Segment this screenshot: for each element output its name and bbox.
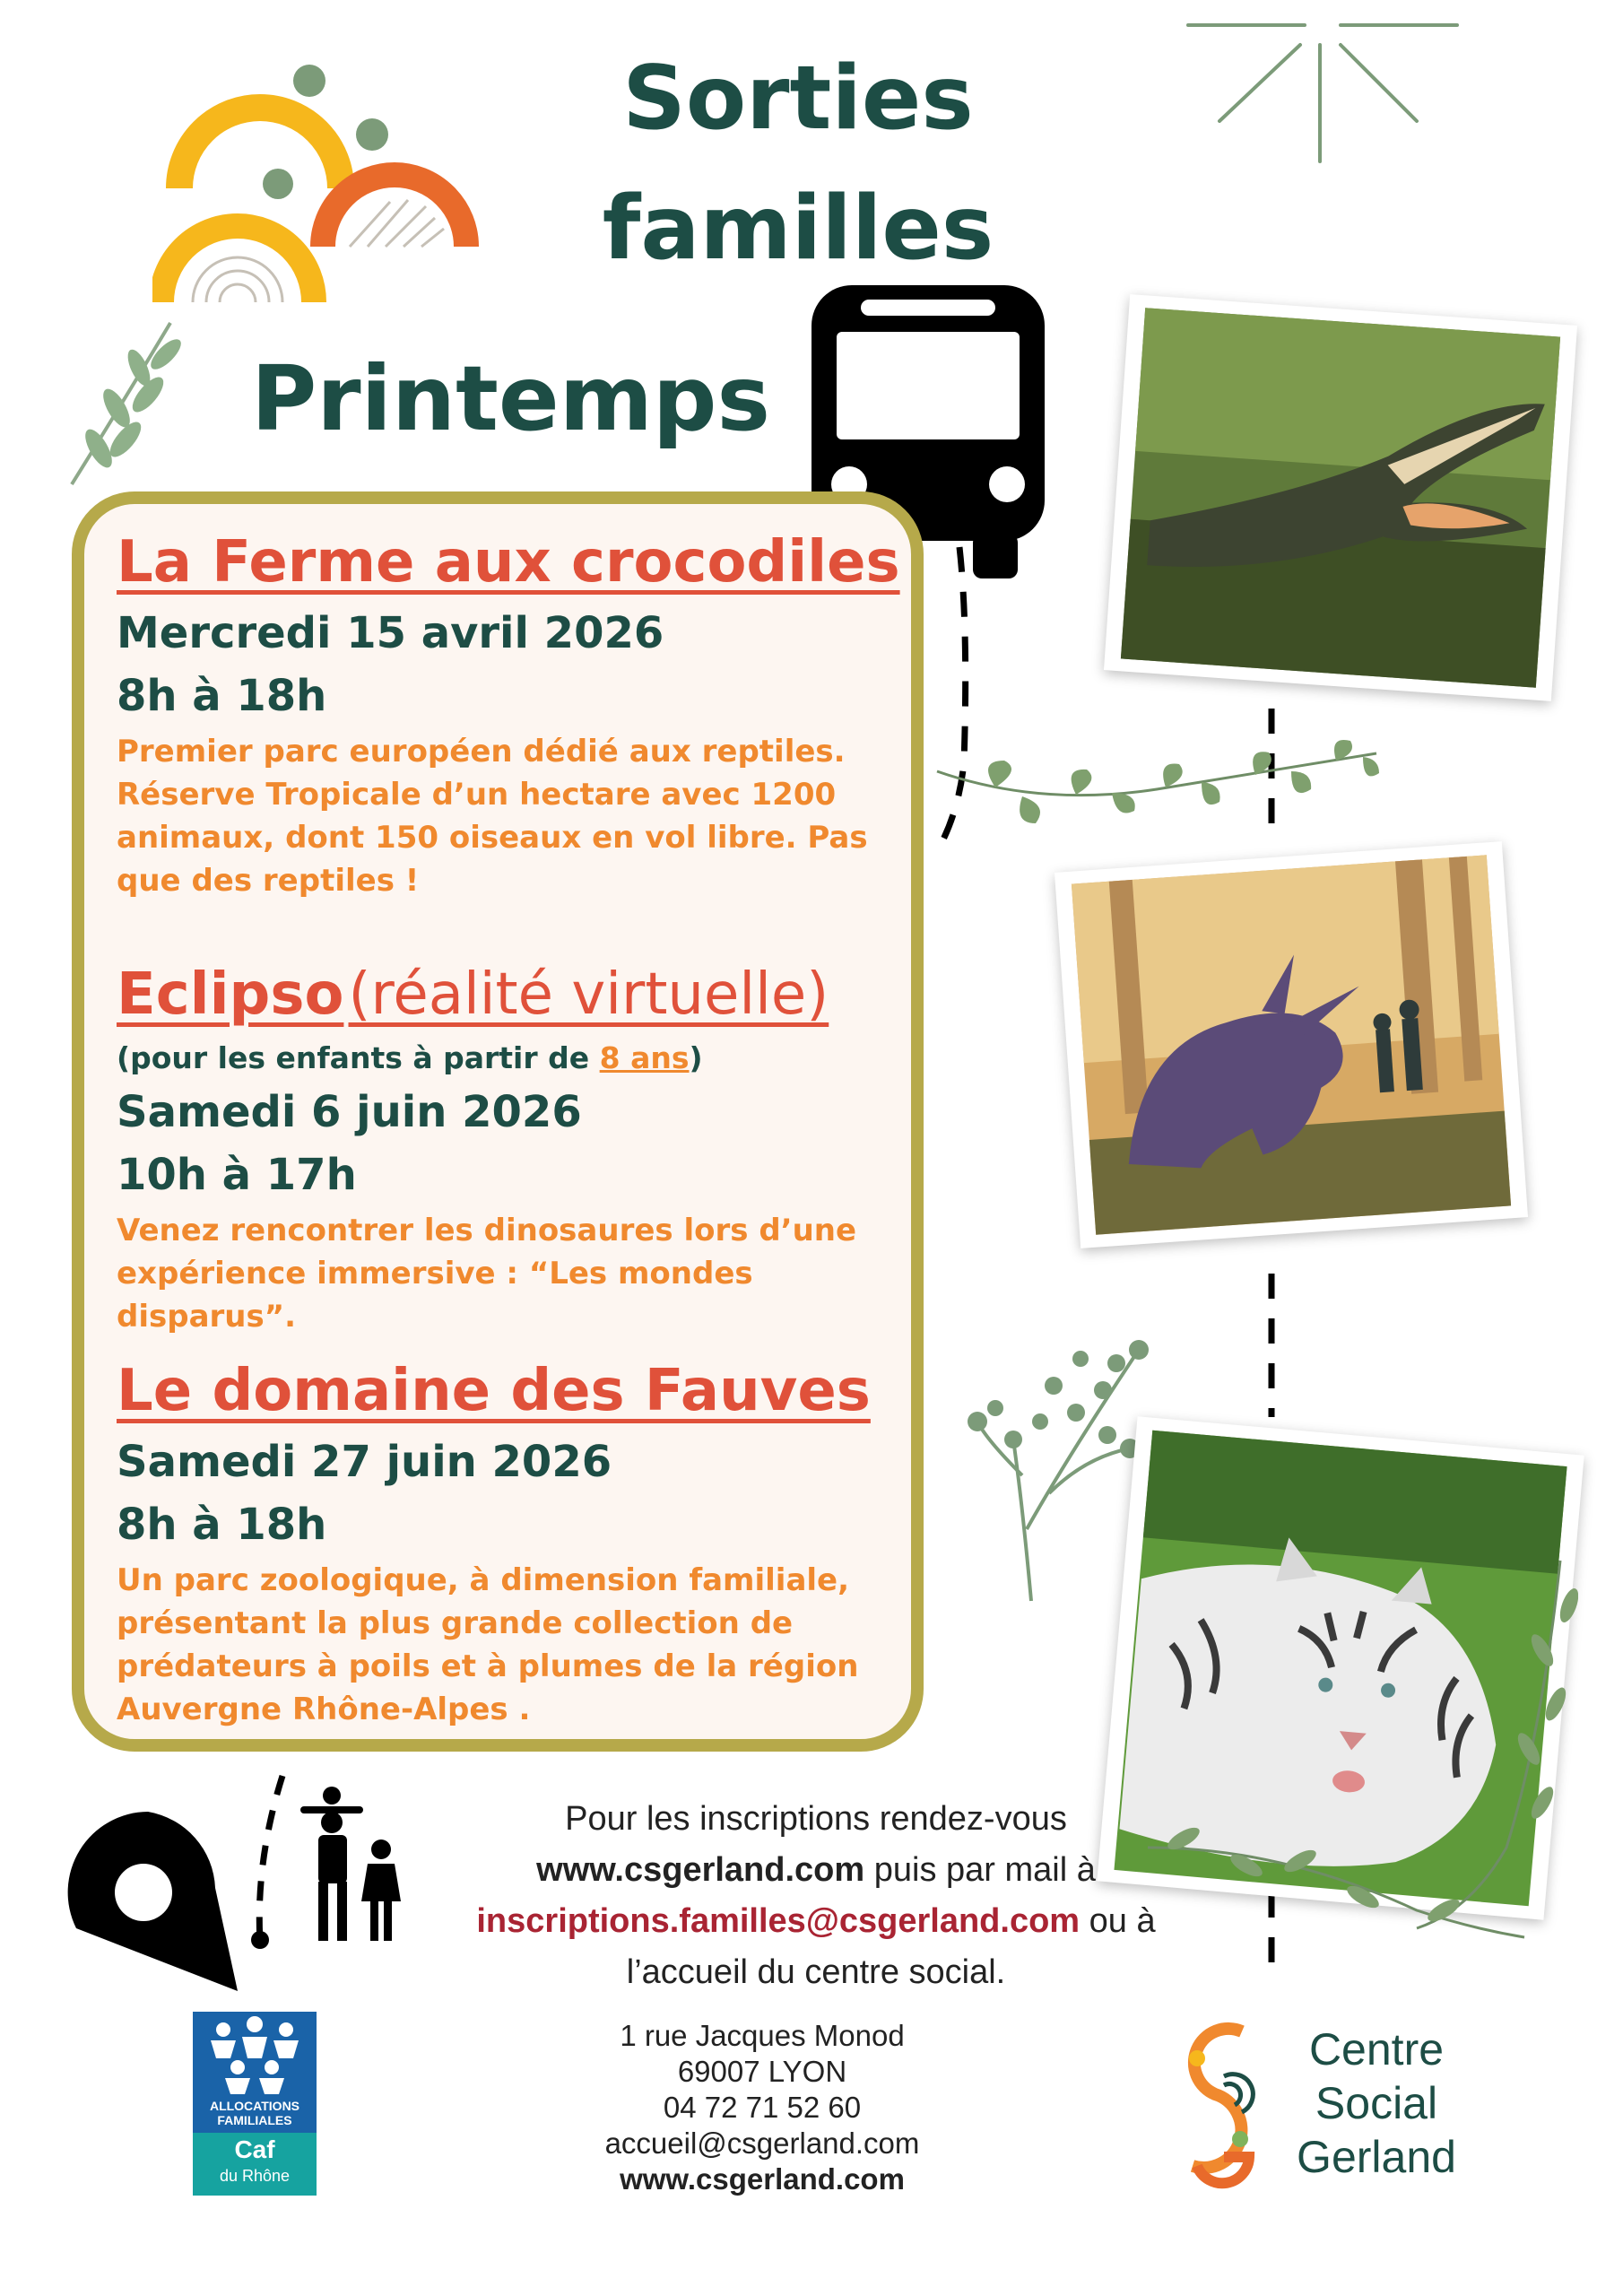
address-email[interactable]: accueil@csgerland.com: [604, 2126, 920, 2160]
csg-logo-line1: Centre: [1308, 2024, 1445, 2074]
registration-info: [386, 1794, 1246, 1998]
vine-icon: [933, 735, 1381, 843]
outing-2-hours: 10h à 17h: [117, 1150, 357, 1200]
registration-line2: [386, 1845, 1246, 1896]
outing-2-name: Eclipso: [117, 961, 344, 1028]
outings-card: [72, 491, 924, 1752]
age-note-age: 8 ans: [599, 1040, 690, 1075]
outing-2-age-note: [117, 1040, 703, 1075]
outing-3-description: Un parc zoologique, à dimension familiale, présentant la plus grande collection de prédateurs à poils et à plumes de la région Auvergne Rhône-Alpes .: [117, 1562, 859, 1727]
address-street: 1 rue Jacques Monod: [620, 2019, 905, 2052]
outing-3-title: Le domaine des Fauves: [117, 1358, 871, 1424]
csg-logo-line3: Gerland: [1297, 2132, 1456, 2182]
dashed-path-line: [242, 1771, 296, 1951]
location-pin-icon: [58, 1803, 238, 2000]
arches-decoration: [152, 58, 484, 318]
sunburst-icon: [1184, 18, 1462, 170]
registration-website-link[interactable]: www.csgerland.com: [536, 1851, 865, 1889]
address-block: [538, 2018, 986, 2197]
caf-logo-bottom: [193, 2133, 317, 2196]
outing-1-hours: 8h à 18h: [117, 671, 327, 721]
csg-logo-icon: [1170, 2005, 1269, 2202]
outing-1-description: Premier parc européen dédié aux reptiles. Réserve Tropicale d’un hectare avec 1200 animaux, dont 150 oiseaux en vol libre. Pas que des reptiles !: [117, 734, 868, 899]
outing-2-name-suffix: (réalité virtuelle): [348, 961, 829, 1028]
outing-1-date: Mercredi 15 avril 2026: [117, 608, 664, 658]
age-note-prefix: (pour les enfants à partir de: [117, 1040, 600, 1075]
page-title-line2: familles: [602, 178, 994, 280]
outing-3-date: Samedi 27 juin 2026: [117, 1437, 612, 1487]
age-note-suffix: ): [689, 1040, 703, 1075]
caf-logo-line3: Caf: [234, 2135, 275, 2163]
registration-line3: [386, 1896, 1246, 1947]
outing-2-description: Venez rencontrer les dinosaures lors d’une expérience immersive : “Les mondes disparus”.: [117, 1213, 857, 1335]
address-city: 69007 LYON: [677, 2055, 847, 2088]
outing-2-date: Samedi 6 juin 2026: [117, 1087, 582, 1137]
crocodile-photo: [1104, 294, 1577, 701]
outing-1-title: La Ferme aux crocodiles: [117, 529, 900, 596]
caf-logo-line1: ALLOCATIONS: [209, 2099, 300, 2113]
leaf-sprig-icon: [63, 305, 188, 493]
registration-line1: Pour les inscriptions rendez-vous: [565, 1800, 1067, 1838]
registration-line2-suffix: puis par mail à: [864, 1851, 1096, 1889]
registration-line3-suffix: ou à: [1080, 1902, 1156, 1940]
season-title: Printemps: [251, 346, 771, 451]
outing-3-hours: 8h à 18h: [117, 1500, 327, 1550]
address-phone: 04 72 71 52 60: [663, 2091, 862, 2124]
caf-logo-line4: du Rhône: [219, 2167, 291, 2185]
dinosaur-photo: [1055, 841, 1528, 1248]
csg-logo-text: [1269, 2022, 1484, 2184]
outing-2-title: [117, 961, 829, 1028]
caf-logo: [193, 2012, 317, 2196]
caf-logo-line2: FAMILIALES: [217, 2113, 292, 2127]
registration-email-link[interactable]: inscriptions.familles@csgerland.com: [476, 1902, 1081, 1940]
page-title-line1: Sorties: [622, 48, 974, 150]
registration-line4: l’accueil du centre social.: [626, 1953, 1006, 1991]
address-website[interactable]: www.csgerland.com: [620, 2162, 905, 2196]
csg-logo-line2: Social: [1315, 2078, 1438, 2128]
